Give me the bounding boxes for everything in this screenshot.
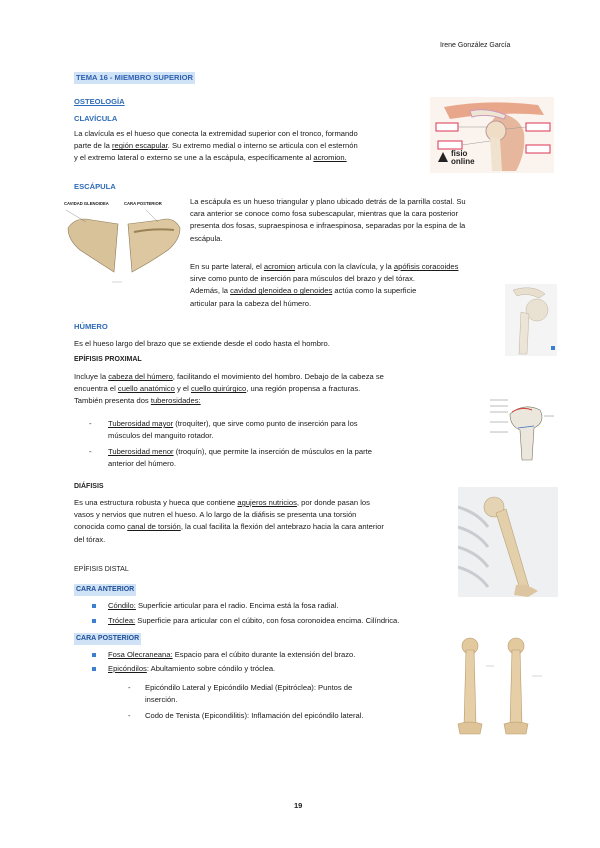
heading-clavicula: CLAVÍCULA — [74, 114, 118, 123]
term-region-escapular: región escapular — [112, 141, 168, 151]
epicondilo-line-2: inserción. — [145, 695, 178, 705]
tuberosidad-menor-line-2: anterior del húmero. — [108, 459, 176, 469]
square-bullet-icon — [92, 667, 96, 671]
epifisis-proximal-line-3: También presenta dos tuberosidades: — [74, 396, 201, 406]
heading-escapula: ESCÁPULA — [74, 182, 116, 191]
humerus-thorax-illustration — [458, 487, 558, 597]
epifisis-proximal-line-2: encuentra el cuello anatómico y el cuello quirúrgico, una región propensa a fracturas. — [74, 384, 361, 394]
author-name: Irene González García — [440, 42, 511, 49]
term-troclea: Tróclea: — [108, 616, 136, 625]
page-number: 19 — [294, 801, 303, 810]
epifisis-proximal-line-1: Incluye la cabeza del húmero, facilitando el movimiento del hombro. Debajo de la cabeza se — [74, 372, 384, 381]
escapula-p2-line-4: articular para la cabeza del húmero. — [190, 298, 312, 308]
escapula-paragraph-1 — [190, 196, 535, 245]
dash-bullet: - — [89, 447, 92, 456]
term-cavidad-glenoidea: cavidad glenoidea o glenoides — [230, 286, 333, 296]
square-bullet-icon — [92, 604, 96, 608]
clavicula-line-1: La clavícula es el hueso que conecta la extremidad superior con el tronco, formando — [74, 129, 358, 138]
term-cuello-quirurgico: cuello quirúrgico — [190, 384, 247, 394]
fosa-olecraneana-item: Fosa Olecraneana: Espacio para el cúbito durante la extensión del brazo. — [108, 650, 356, 659]
square-bullet-icon — [92, 619, 96, 623]
proximal-humerus-diagram — [488, 392, 556, 462]
fisio-logo-text: fisio online — [451, 149, 475, 166]
escapula-p2-line-2: sirve como punto de inserción para músculos del brazo y del tórax. — [190, 274, 415, 284]
epicondilo-lateral-medial-item — [145, 682, 415, 706]
term-condilo: Cóndilo: — [108, 601, 136, 610]
scapula-label-left: CAVIDAD GLENOIDEA — [64, 201, 109, 206]
humerus-head-illustration — [505, 284, 557, 356]
term-canal-torsion: canal de torsión — [127, 522, 181, 532]
tuberosidad-mayor-line-2: músculos del manguito rotador. — [108, 431, 214, 441]
escapula-p1-line-4: escápula. — [190, 233, 223, 243]
heading-diafisis: DIÁFISIS — [74, 483, 104, 490]
dash-bullet: - — [128, 711, 131, 720]
term-cabeza-humero: cabeza del húmero — [108, 372, 173, 381]
tuberosidad-mayor-item — [108, 418, 428, 442]
heading-cara-anterior: CARA ANTERIOR — [74, 584, 136, 596]
clavicula-text — [74, 128, 424, 165]
diafisis-line-4: del tórax. — [74, 534, 106, 544]
tuberosidad-menor-line-1: Tuberosidad menor (troquín), que permite la inserción de músculos en la parte — [108, 447, 372, 456]
section-osteologia: OSTEOLOGÍA — [74, 97, 125, 106]
troclea-item: Tróclea: Superficie para articular con el cúbito, con fosa coronoidea encima. Cilíndrica. — [108, 616, 400, 625]
escapula-p1-line-2: cara anterior se conoce como fosa subescapular, mientras que la cara posterior — [190, 209, 459, 219]
clavicula-line-3: y el extremo lateral o externo se une a la escápula, específicamente al acromion. — [74, 153, 347, 163]
humero-intro: Es el hueso largo del brazo que se extiende desde el codo hasta el hombro. — [74, 339, 330, 348]
tuberosidad-menor-item — [108, 446, 438, 470]
square-bullet-icon — [92, 653, 96, 657]
diafisis-line-2: vasos y nervios que nutren el hueso. A lo largo de la diáfisis se presenta una torsión — [74, 510, 357, 520]
epifisis-proximal-text — [74, 371, 414, 408]
escapula-p2-line-3: Además, la cavidad glenoidea o glenoides actúa como la superficie — [190, 286, 417, 296]
term-apofisis-coracoides: apófisis coracoides — [393, 262, 459, 271]
term-tuberosidad-mayor: Tuberosidad mayor — [108, 419, 174, 428]
term-tuberosidades: tuberosidades: — [150, 396, 201, 406]
dash-bullet: - — [89, 419, 92, 428]
term-fosa-olecraneana: Fosa Olecraneana: — [108, 650, 173, 659]
term-agujeros-nutricios: agujeros nutricios — [237, 498, 297, 507]
dash-bullet: - — [128, 683, 131, 692]
escapula-p1-line-1: La escápula es un hueso triangular y plano ubicado detrás de la parrilla costal. Su — [190, 197, 466, 206]
clavicula-line-2: parte de la región escapular. Su extremo medial o interno se articula con el esternón — [74, 141, 358, 151]
term-acromion-2: acromion — [263, 262, 296, 271]
epicondilo-line-1: Epicóndilo Lateral y Epicóndilo Medial (Epitróclea): Puntos de — [145, 683, 353, 692]
term-acromion: acromion. — [313, 153, 347, 163]
diafisis-text — [74, 497, 454, 546]
escapula-p1-line-3: presenta dos fosas, supraespinosa e infraespinosa, separadas por la espina de la — [190, 221, 466, 231]
escapula-p2-line-1: En su parte lateral, el acromion articula con la clavícula, y la apófisis coracoides — [190, 262, 459, 271]
scapula-label-right: CARA POSTERIOR — [124, 201, 162, 206]
tuberosidad-mayor-line-1: Tuberosidad mayor (troquíter), que sirve como punto de inserción para los — [108, 419, 358, 428]
logo-mark-icon — [436, 150, 450, 164]
scapula-illustration — [62, 198, 186, 286]
chapter-title: TEMA 16 - MIEMBRO SUPERIOR — [74, 72, 195, 84]
term-epicondilos: Epicóndilos — [108, 664, 147, 673]
diafisis-line-3: conocida como canal de torsión, la cual facilita la flexión del antebrazo hacia la cara anterior — [74, 522, 384, 532]
heading-cara-posterior: CARA POSTERIOR — [74, 633, 141, 645]
humerus-anterior-posterior-illustration — [446, 636, 546, 740]
heading-epifisis-distal: EPÍFISIS DISTAL — [74, 566, 129, 573]
heading-epifisis-proximal: EPÍFISIS PROXIMAL — [74, 356, 142, 363]
fisio-online-logo — [436, 150, 450, 164]
condilo-item: Cóndilo: Superficie articular para el radio. Encima está la fosa radial. — [108, 601, 339, 610]
epicondilos-item: Epicóndilos: Abultamiento sobre cóndilo y tróclea. — [108, 664, 276, 673]
heading-humero: HÚMERO — [74, 322, 108, 331]
term-cuello-anatomico: cuello anatómico — [117, 384, 175, 394]
codo-tenista-item: Codo de Tenista (Epicondilitis): Inflamación del epicóndilo lateral. — [145, 711, 364, 720]
term-tuberosidad-menor: Tuberosidad menor — [108, 447, 174, 456]
escapula-paragraph-2 — [190, 261, 535, 310]
diafisis-line-1: Es una estructura robusta y hueca que contiene agujeros nutricios, por donde pasan los — [74, 498, 370, 507]
